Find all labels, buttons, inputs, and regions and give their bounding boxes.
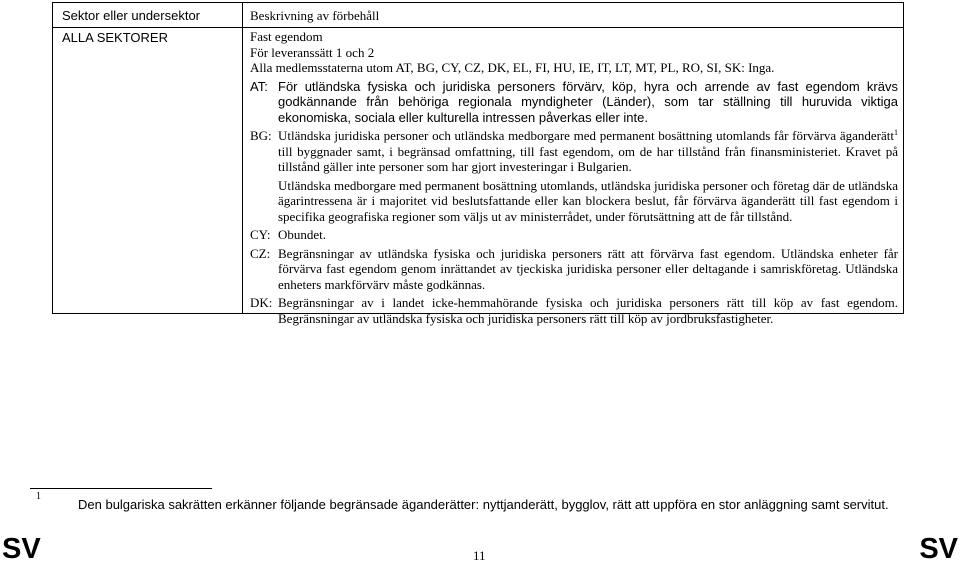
entry-text: Begränsningar av i landet icke-hemmahörande fysiska och juridiska personers rätt till köp av fast egendom. Begränsningar av utländska fysiska och juridiska personers rätt till köp av jordbruksfastigheter. <box>278 295 898 326</box>
sector-cell: ALLA SEKTORER <box>62 30 168 45</box>
entry-continuation-paragraph: Utländska medborgare med permanent bosättning utomlands, utländska juridiska personer och företag där de utländska ägarintressena är i majoritet vid beslutsfattande eller kan blockera beslut, får förvärva äganderätt till fast egendom i specifika geografiska regioner som väljs ut av ministerrådet, under förutsättning att de får tillstånd. <box>278 177 898 224</box>
footnote-separator <box>30 488 212 489</box>
footnote-text: Den bulgariska sakrätten erkänner följande begränsade äganderätter: nyttjanderätt, bygglov, rätt att uppföra en stor anläggning samt servitut. <box>78 497 889 512</box>
footnote-number: 1 <box>36 491 41 502</box>
reservation-entry-cy <box>250 227 898 243</box>
language-code-left: SV <box>2 533 41 565</box>
subject-heading: Fast egendom <box>250 29 323 44</box>
member-states-statement: Alla medlemsstaterna utom AT, BG, CY, CZ, DK, EL, FI, HU, IE, IT, LT, MT, PL, RO, SI, SK: Inga. <box>250 60 775 75</box>
mode-of-supply: För leveranssätt 1 och 2 <box>250 44 375 60</box>
header-sector: Sektor eller undersektor <box>62 8 201 23</box>
entry-text-continued: till byggnader samt, i begränsad omfattning, till fast egendom, om de har tillstånd från finansministeriet. Kravet på tillstånd gäller inte personer som har gjort investeringar i Bulgarien. <box>278 143 898 174</box>
entry-text: Begränsningar av utländska fysiska och juridiska personers rätt att förvärva fast egendom. Utländska enheter får förvärva fast egendom genom inrättandet av tjeckiska juridiska personer eller deltagande i samriskföretag. Utländska enheters markförvärv måste godkännas. <box>278 245 898 292</box>
entry-text: För utländska fysiska och juridiska personers förvärv, köp, hyra och arrende av fast egendom krävs godkännande från behöriga regionala myndigheter (Länder), som tar ställning till huruvida viktiga ekonomiska, sociala eller kulturella intressen påverkas eller inte. <box>278 78 898 125</box>
reservation-entry-bg <box>250 128 898 175</box>
header-description: Beskrivning av förbehåll <box>250 8 380 23</box>
reservation-entry-cz <box>250 246 898 293</box>
description-cell <box>250 29 898 326</box>
reservation-entry-dk <box>250 295 898 326</box>
entry-text: Obundet. <box>278 227 327 242</box>
country-code: AT: <box>250 78 268 94</box>
header-divider <box>53 27 903 28</box>
country-code: CY: <box>250 227 271 242</box>
footnote-reference: 1 <box>894 128 898 137</box>
country-code: DK: <box>250 295 273 310</box>
language-code-right: SV <box>919 533 958 565</box>
column-divider <box>242 3 243 313</box>
entry-text: Utländska juridiska personer och utländska medborgare med permanent bosättning utomlands får förvärva äganderätt <box>278 128 894 143</box>
country-code: BG: <box>250 128 272 143</box>
country-code: CZ: <box>250 245 271 261</box>
reservations-table <box>52 2 904 326</box>
page-number: 11 <box>473 548 486 563</box>
reservation-entry-at <box>250 79 898 126</box>
